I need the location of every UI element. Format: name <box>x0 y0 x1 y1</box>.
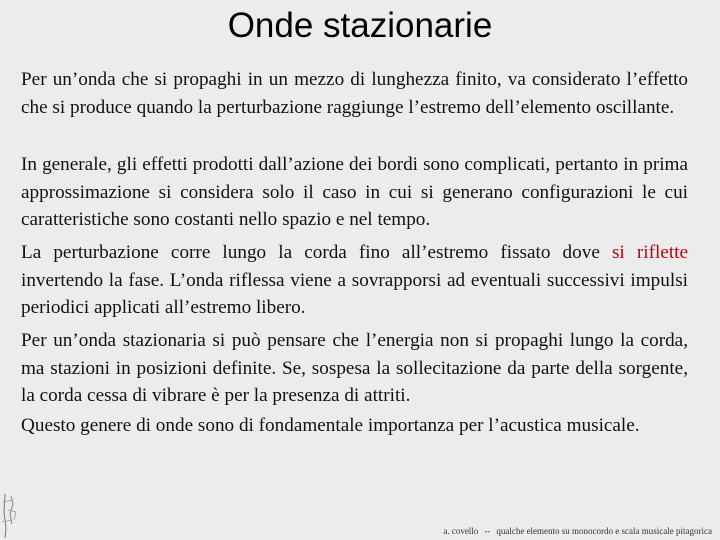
string-instrument-sketch-icon <box>0 492 22 540</box>
paragraph-finite-medium: Per un’onda che si propaghi in un mezzo di lunghezza finito, va considerato l’effetto che si produce quando la perturbazione raggiunge l’estremo dell’elemento oscillante. <box>21 69 688 118</box>
highlight-si-riflette: si riflette <box>611 242 688 263</box>
reflection-text-end: invertendo la fase. L’onda riflessa viene a sovrapporsi ad eventuali successivi impulsi periodici applicati all’estremo libero. <box>21 269 688 318</box>
reflection-text-start: La perturbazione corre lungo la corda fino all’estremo fissato dove <box>21 242 612 263</box>
footer-separator: -- <box>484 526 491 536</box>
slide-footer <box>443 526 712 536</box>
paragraph-boundary-effects: In generale, gli effetti prodotti dall’azione dei bordi sono complicati, pertanto in prima approssimazione si considera solo il caso in cui si generano configurazioni le cui caratteristiche sono costanti nello spazio e nel tempo. <box>21 154 688 230</box>
footer-subtitle: qualche elemento su monocordo e scala musicale pitagorica <box>496 526 712 536</box>
footer-author: a. covello <box>443 526 479 536</box>
paragraph-acoustic-importance: Questo genere di onde sono di fondamentale importanza per l’acustica musicale. <box>21 415 640 436</box>
slide-title: Onde stazionarie <box>227 6 493 45</box>
paragraph-standing-wave-energy: Per un’onda stazionaria si può pensare che l’energia non si propaghi lungo la corda, ma stazioni in posizioni definite. Se, sospesa la sollecitazione da parte della sorgente, la corda cessa di vibrare è per la presenza di attriti. <box>21 330 688 406</box>
paragraph-reflection <box>21 239 688 322</box>
